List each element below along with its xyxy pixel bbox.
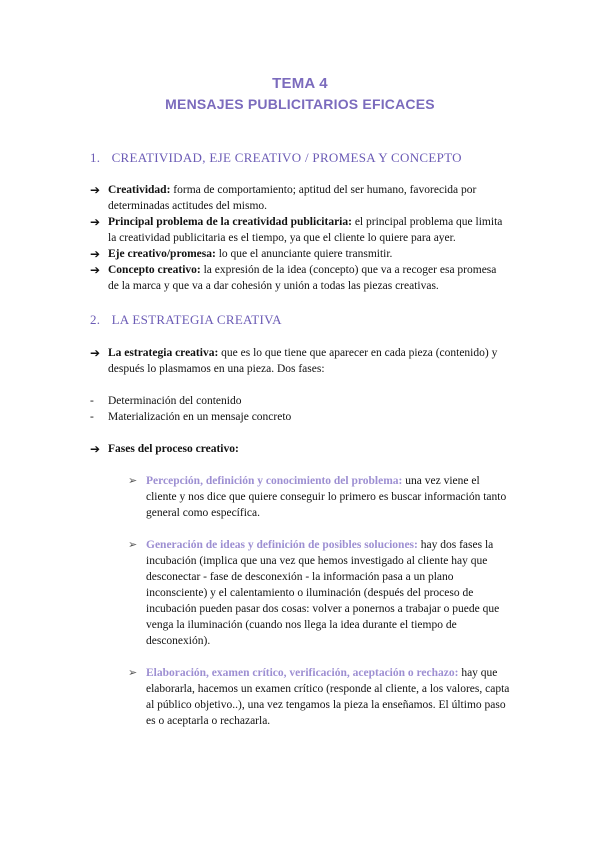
phase-term: Generación de ideas y definición de posibles soluciones: bbox=[146, 539, 418, 551]
term: Creatividad: bbox=[108, 184, 171, 196]
section-1-heading bbox=[90, 150, 462, 166]
phase-generacion bbox=[128, 537, 513, 649]
sub-arrow-icon: ➢ bbox=[128, 667, 138, 679]
phase-text: hay dos fases la incubación (implica que una vez que hemos investigado al cliente hay que desconectar - fase de desconexión - la información pasa a un plano inconsciente) y el calentamiento o iluminación (después del proceso de incubación pueden pasar dos cosas: volver a ponernos a trabajar o puede que venga la iluminación (cuando nos llega la idea durante el tiempo de desconexión). bbox=[146, 539, 500, 647]
phase-term: Elaboración, examen crítico, verificación, aceptación o rechazo: bbox=[146, 667, 459, 679]
definition: forma de comportamiento; aptitud del ser humano, favorecida por determinadas actitudes del mismo. bbox=[108, 184, 477, 212]
phases-heading: Fases del proceso creativo: bbox=[108, 443, 239, 455]
bullet-estrategia-creativa bbox=[90, 345, 510, 377]
dash-item-materializacion bbox=[90, 409, 291, 425]
term: Principal problema de la creatividad publicitaria: bbox=[108, 216, 352, 228]
section-1-number: 1. bbox=[90, 150, 101, 165]
bullet-fases-heading bbox=[90, 441, 510, 457]
section-1-title: CREATIVIDAD, EJE CREATIVO / PROMESA Y CONCEPTO bbox=[111, 150, 462, 165]
bullet-principal-problema bbox=[90, 214, 510, 246]
phase-text: hay que elaborarla, hacemos un examen crítico (responde al cliente, a los valores, capta al público objetivo..), una vez tengamos la pieza la enseñamos. El último paso es o aceptarla o rechazarla. bbox=[146, 667, 510, 727]
bullet-eje-creativo bbox=[90, 246, 510, 262]
phase-text: una vez viene el cliente y nos dice que quiere conseguir lo primero es buscar información tanto general como específica. bbox=[146, 475, 507, 519]
definition: la expresión de la idea (concepto) que va a recoger esa promesa de la marca y que va a dar cohesión y unión a todas las piezas creativas. bbox=[108, 264, 497, 292]
dash-item-text: Determinación del contenido bbox=[108, 395, 242, 407]
arrow-icon: ➔ bbox=[90, 183, 101, 197]
bullet-creatividad bbox=[90, 182, 510, 214]
document-title: TEMA 4 bbox=[272, 75, 328, 92]
dash-icon: - bbox=[90, 411, 94, 423]
bullet-concepto-creativo bbox=[90, 262, 510, 294]
arrow-icon: ➔ bbox=[90, 247, 101, 261]
section-2-title: LA ESTRATEGIA CREATIVA bbox=[111, 312, 282, 327]
definition: el principal problema que limita la creatividad publicitaria es el tiempo, ya que el cliente lo quiere para ayer. bbox=[108, 216, 503, 244]
term: Concepto creativo: bbox=[108, 264, 201, 276]
phase-term: Percepción, definición y conocimiento del problema: bbox=[146, 475, 403, 487]
sub-arrow-icon: ➢ bbox=[128, 475, 138, 487]
section-2-heading bbox=[90, 312, 282, 328]
sub-arrow-icon: ➢ bbox=[128, 539, 138, 551]
arrow-icon: ➔ bbox=[90, 442, 101, 456]
arrow-icon: ➔ bbox=[90, 263, 101, 277]
phase-elaboracion bbox=[128, 665, 513, 729]
dash-item-text: Materialización en un mensaje concreto bbox=[108, 411, 292, 423]
definition: que es lo que tiene que aparecer en cada pieza (contenido) y después lo plasmamos en una pieza. Dos fases: bbox=[108, 347, 498, 375]
term: La estrategia creativa: bbox=[108, 347, 219, 359]
dash-icon: - bbox=[90, 395, 94, 407]
section-2-number: 2. bbox=[90, 312, 101, 327]
definition: lo que el anunciante quiere transmitir. bbox=[215, 248, 393, 260]
arrow-icon: ➔ bbox=[90, 346, 101, 360]
arrow-icon: ➔ bbox=[90, 215, 101, 229]
term: Eje creativo/promesa: bbox=[108, 248, 216, 260]
dash-item-contenido bbox=[90, 393, 241, 409]
phase-percepcion bbox=[128, 473, 513, 521]
document-subtitle: MENSAJES PUBLICITARIOS EFICACES bbox=[165, 96, 435, 112]
